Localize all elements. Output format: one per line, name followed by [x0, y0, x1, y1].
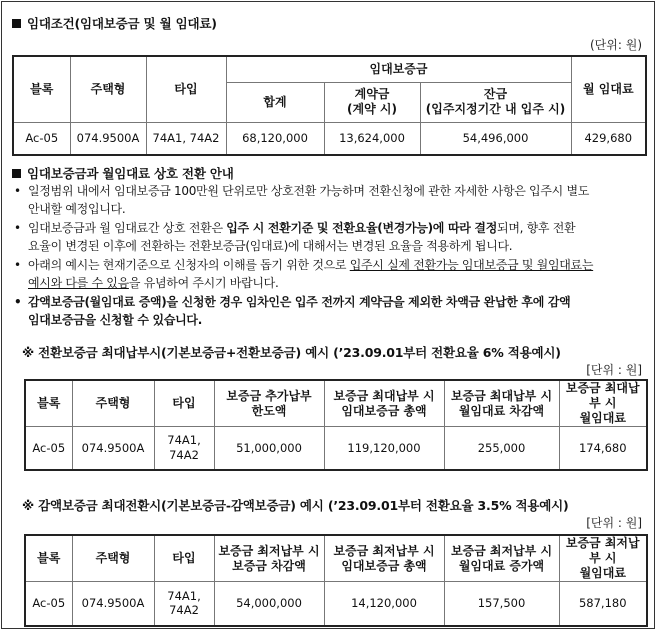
- cell-rent: 429,680: [571, 122, 646, 155]
- cell-type: 74A1, 74A2: [146, 122, 226, 155]
- cell-house-type: 074.9500A: [72, 582, 154, 626]
- header-house-type: 주택형: [72, 380, 154, 427]
- cell-block: Ac-05: [25, 427, 72, 470]
- conversion-min-deposit-table: [24, 534, 648, 627]
- header-block: 블록: [25, 380, 72, 427]
- header-contract: 계약금 (계약 시): [324, 82, 420, 122]
- cell-balance: 54,496,000: [420, 122, 571, 155]
- bullet-dot-icon: •: [14, 221, 21, 235]
- square-bullet-icon: [12, 169, 21, 178]
- section1-unit: (단위: 원): [590, 38, 642, 52]
- bullet-item: • 감액보증금(월임대료 증액)을 신청한 경우 임차인은 입주 전까지 계약금을 제외한 차액금 완납한 후에 감액 임대보증금을 신청할 수 있습니다.: [14, 295, 571, 327]
- conversion-max-deposit-table: [24, 379, 648, 471]
- square-bullet-icon: [12, 19, 21, 28]
- header-monthly-rent: 보증금 최대납부 시 월임대료: [559, 380, 647, 427]
- section2-title: 임대보증금과 월임대료 상호 전환 안내: [12, 164, 234, 182]
- header-deposit-total: 보증금 최대납부 시 임대보증금 총액: [324, 380, 444, 427]
- section1-title: 임대조건(임대보증금 및 월 임대료): [12, 14, 217, 32]
- cell-block: Ac-05: [13, 122, 70, 155]
- header-deposit-total: 보증금 최저납부 시 임대보증금 총액: [324, 535, 444, 582]
- header-house-type: 주택형: [70, 56, 146, 122]
- bullet-dot-icon: •: [14, 295, 22, 309]
- cell-house-type: 074.9500A: [70, 122, 146, 155]
- bullet-item: • 임대보증금과 월 임대료간 상호 전환은 입주 시 전환기준 및 전환요율(변경가능)에 따라 결정되며, 향후 전환 요율이 변경된 이후에 전환하는 전환보증금(임대료)에 대해서는 변경된 요율을 적용하게 됩니다.: [14, 221, 576, 253]
- header-monthly-rent: 보증금 최저납부 시 월임대료: [559, 535, 647, 582]
- cell-monthly-rent: 587,180: [559, 582, 647, 626]
- header-block: 블록: [25, 535, 72, 582]
- header-rent: 월 임대료: [571, 56, 646, 122]
- header-deposit-deduction: 보증금 최저납부 시 보증금 차감액: [214, 535, 324, 582]
- header-add-limit: 보증금 추가납부 한도액: [214, 380, 324, 427]
- section3-unit: [단위 : 원]: [586, 363, 642, 377]
- table-row: [13, 122, 646, 155]
- header-house-type: 주택형: [72, 535, 154, 582]
- header-type: 타입: [146, 56, 226, 122]
- cell-house-type: 074.9500A: [72, 427, 154, 470]
- cell-deposit-total: 119,120,000: [324, 427, 444, 470]
- header-rent-deduction: 보증금 최대납부 시 월임대료 차감액: [444, 380, 559, 427]
- table-row: [25, 427, 647, 470]
- cell-type: 74A1, 74A2: [154, 582, 214, 626]
- section3-title: ※ 전환보증금 최대납부시(기본보증금+전환보증금) 예시 (’23.09.01부터 전환요율 6% 적용예시): [22, 345, 561, 360]
- bullet-item: • 아래의 예시는 현재기준으로 신청자의 이해를 돕기 위한 것으로 입주시 실제 전환가능 임대보증금 및 월임대료는 예시와 다를 수 있음을 유념하여 주시기 바랍니다.: [14, 258, 594, 290]
- header-type: 타입: [154, 380, 214, 427]
- header-type: 타입: [154, 535, 214, 582]
- section4-title: ※ 감액보증금 최대전환시(기본보증금-감액보증금) 예시 (’23.09.01부터 전환요율 3.5% 적용예시): [22, 498, 569, 513]
- header-total: 합계: [226, 82, 324, 122]
- cell-block: Ac-05: [25, 582, 72, 626]
- header-deposit: 임대보증금: [226, 56, 571, 82]
- cell-add-limit: 51,000,000: [214, 427, 324, 470]
- bullet-dot-icon: •: [14, 258, 21, 272]
- cell-type: 74A1, 74A2: [154, 427, 214, 470]
- bullet-item: • 일정범위 내에서 임대보증금 100만원 단위로만 상호전환 가능하며 전환신청에 관한 자세한 사항은 입주시 별도 안내할 예정입니다.: [14, 184, 590, 216]
- cell-deposit-total: 14,120,000: [324, 582, 444, 626]
- header-block: 블록: [13, 56, 70, 122]
- document-page: [1, 1, 655, 629]
- header-balance: 잔금 (입주지정기간 내 입주 시): [420, 82, 571, 122]
- section4-unit: [단위 : 원]: [586, 516, 642, 530]
- cell-contract: 13,624,000: [324, 122, 420, 155]
- cell-monthly-rent: 174,680: [559, 427, 647, 470]
- bullet-dot-icon: •: [14, 184, 21, 198]
- cell-rent-deduction: 255,000: [444, 427, 559, 470]
- table-row: [25, 582, 647, 626]
- header-rent-increase: 보증금 최저납부 시 월임대료 증가액: [444, 535, 559, 582]
- cell-total: 68,120,000: [226, 122, 324, 155]
- rent-conditions-table: [12, 55, 647, 156]
- cell-deposit-deduction: 54,000,000: [214, 582, 324, 626]
- cell-rent-increase: 157,500: [444, 582, 559, 626]
